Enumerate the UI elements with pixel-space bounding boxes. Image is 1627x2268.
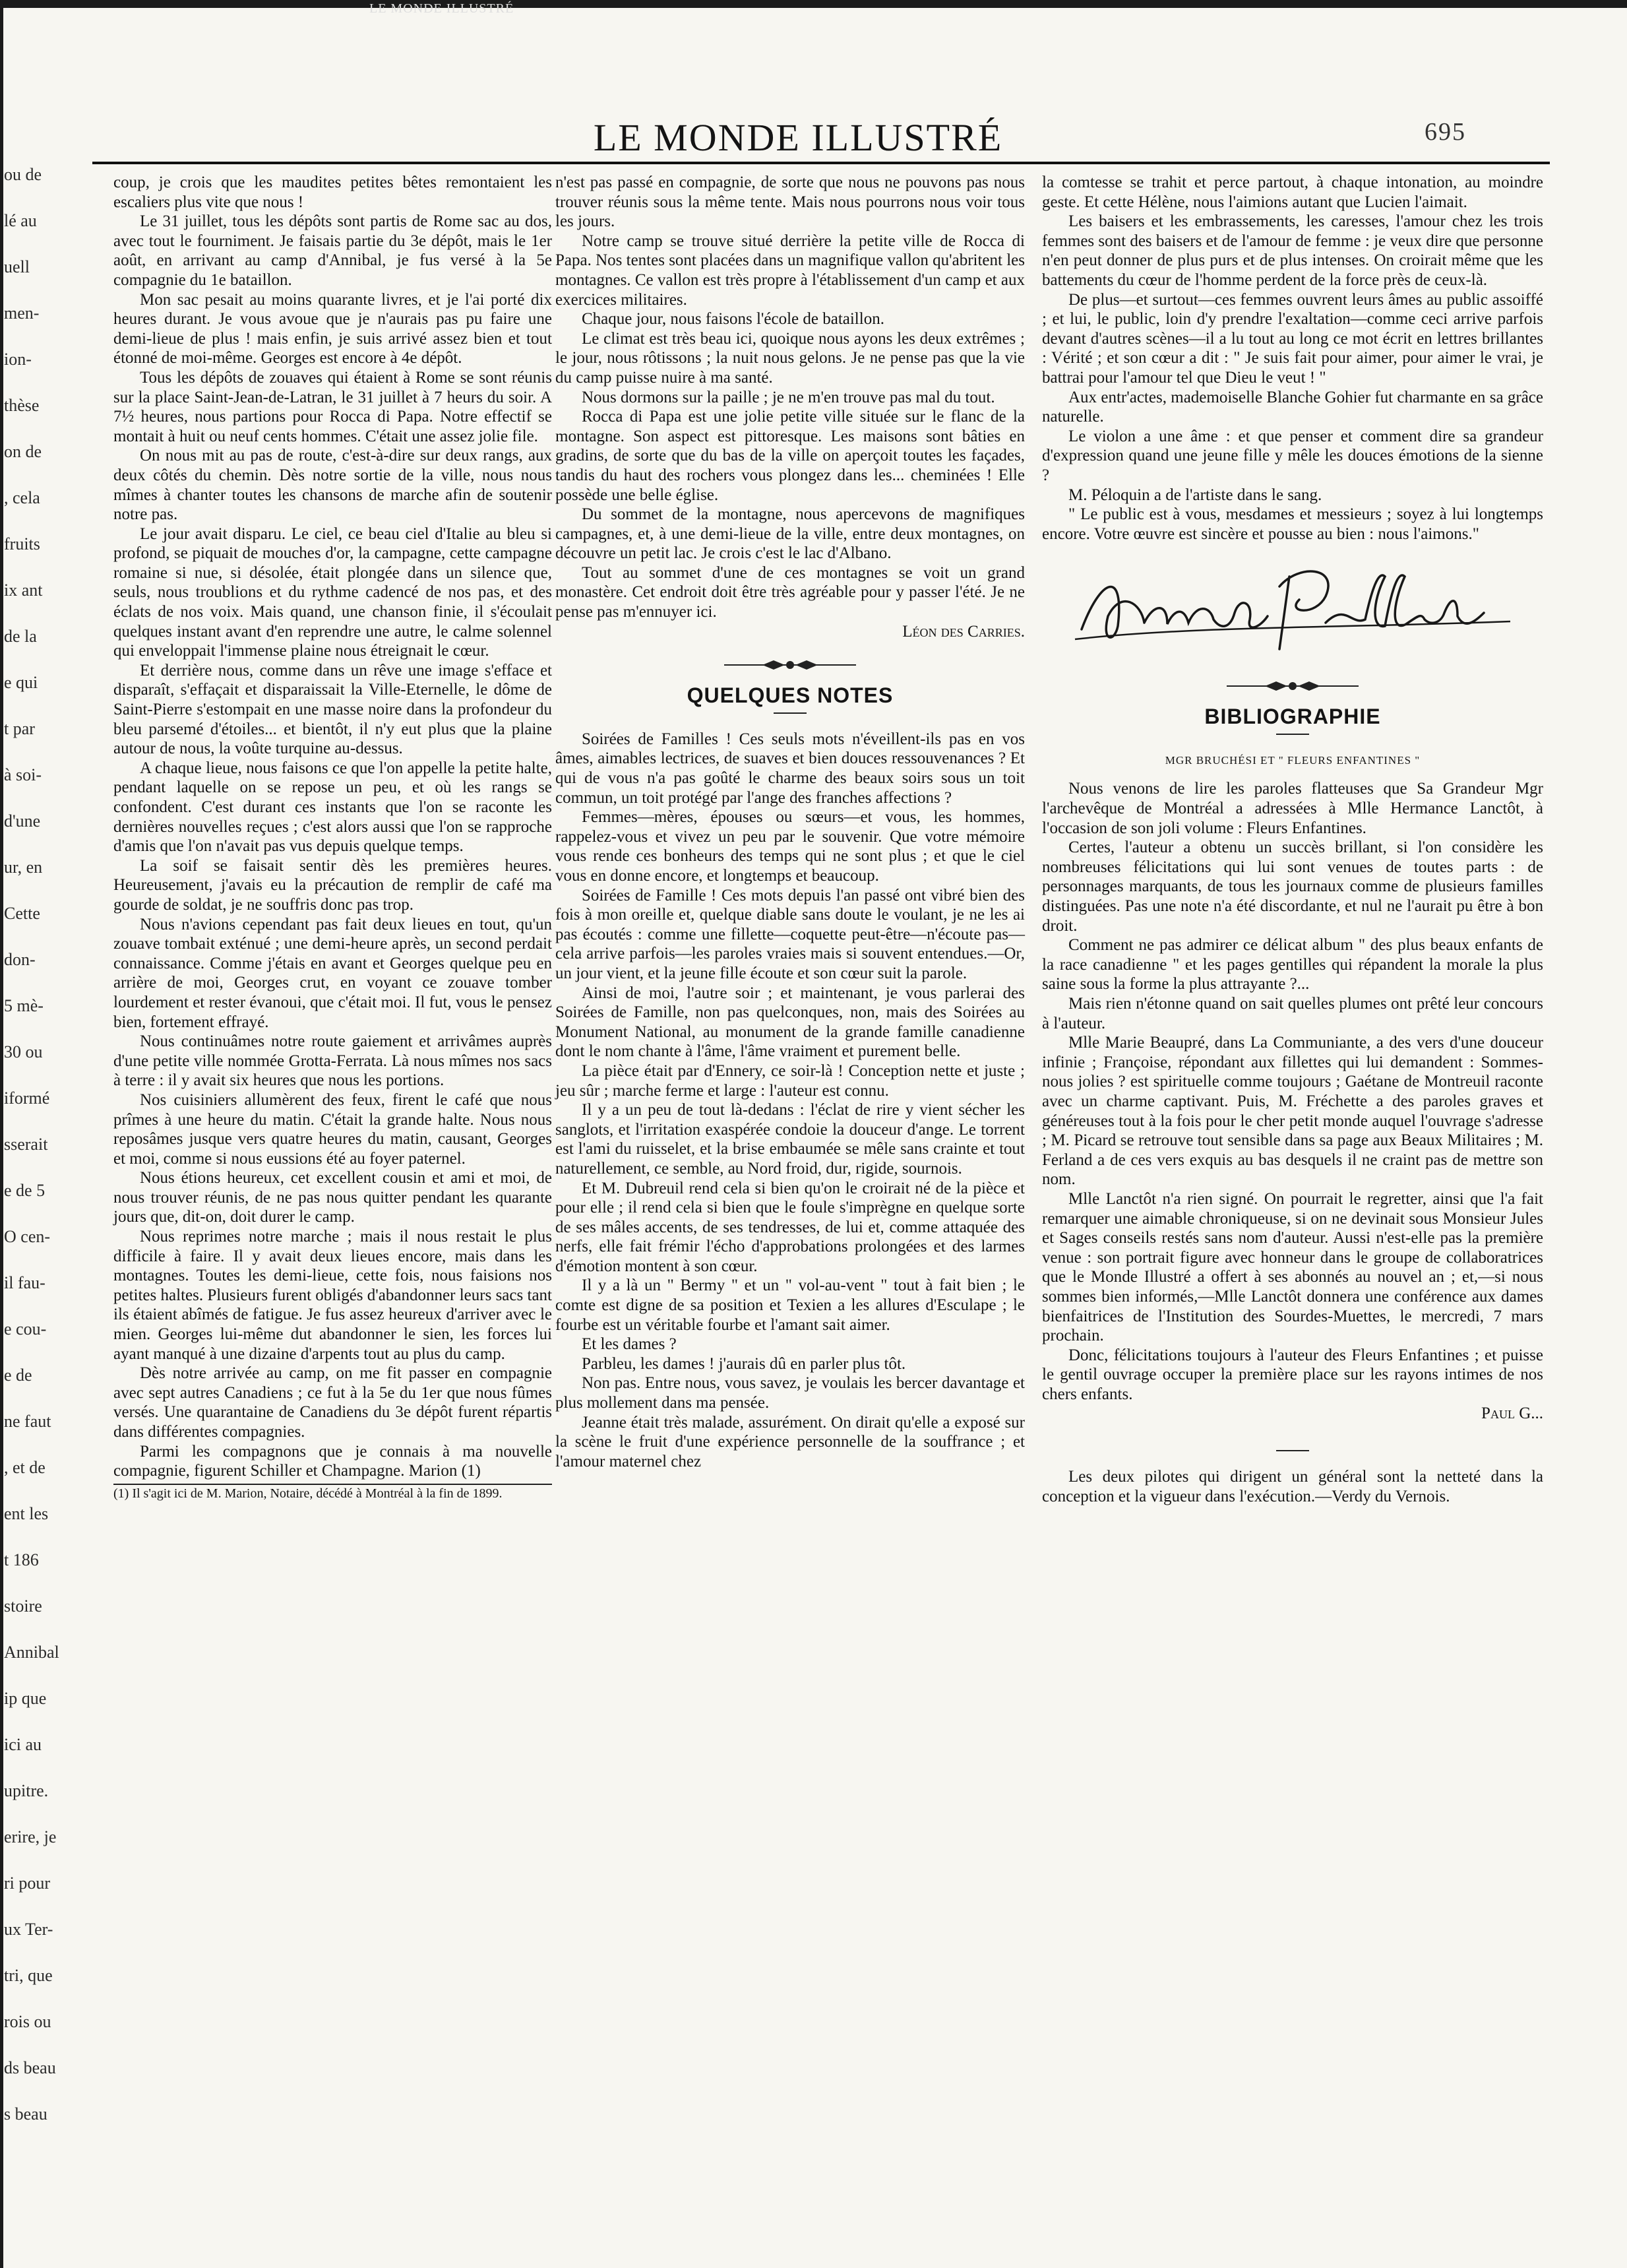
paragraph: Comment ne pas admirer ce délicat album " des plus beaux enfants de la race canadienne " et les pages gentilles qui répandent la morale la plus saine sous la forme la plus attrayante ?... xyxy=(1042,936,1543,993)
paragraph: Rocca di Papa est une jolie petite ville située sur le flanc de la montagne. Son aspect est pittoresque. Les maisons sont bâties en gradins, de sorte que du bas de la ville on aperçoit toutes les façades, tandis du haut des rochers vous plongez dans les... cheminées ! Elle possède une belle église. xyxy=(555,408,1025,504)
edge-fragment: e de 5 xyxy=(4,1181,46,1200)
column-2 xyxy=(555,173,1025,1471)
paragraph: Et les dames ? xyxy=(582,1335,677,1354)
short-divider-3 xyxy=(1276,1450,1309,1451)
edge-fragment: thèse xyxy=(4,396,40,415)
edge-fragment: ur, en xyxy=(4,858,43,877)
paragraph: Le violon a une âme : et que penser et comment dire sa grandeur d'expression quand une jeune fille y mêle les douces émotions de la sienne ? xyxy=(1042,427,1543,484)
paragraph: Soirées de Famille ! Ces mots depuis l'an passé ont vibré bien des fois à mon oreille et, quelque diable sans doute le voulant, je ne les ai pas écoutés : comme une fillette—coquette peut-être—n'écoute pas—cela arrive parfois—les paroles vraies mais si souvent entendues.—Or, un jour vient, et la jeune fille écoute et son cœur suit la parole. xyxy=(555,886,1025,982)
column-3 xyxy=(1042,173,1543,1506)
paragraph: Dès notre arrivée au camp, on me fit passer en compagnie avec sept autres Canadiens ; ce fut à la 5e du 1er que nous fûmes versés. Une quarantaine de Canadiens du 3e dépôt furent répartis dans différentes compagnies. xyxy=(113,1364,552,1441)
edge-fragment: upitre. xyxy=(4,1781,49,1800)
paragraph: Il y a un peu de tout là-dedans : l'éclat de rire y vient sécher les sanglots, et l'irritation exaspérée condoie la douceur d'ange. Le torrent est l'ami du ruisselet, et la brise embaumée se mêle sans crainte et tout naturellement, ce semble, au Nord froid, dur, rigide, sournois. xyxy=(555,1101,1025,1178)
edge-fragment: ent les xyxy=(4,1504,49,1523)
edge-fragment: uell xyxy=(4,257,30,276)
paragraph: Donc, félicitations toujours à l'auteur des Fleurs Enfantines ; et puisse le gentil ouvrage occuper la première place sur les rayons intimes de nos chers enfants. xyxy=(1042,1346,1543,1403)
paragraph: M. Péloquin a de l'artiste dans le sang. xyxy=(1068,486,1322,504)
edge-fragment: don- xyxy=(4,950,36,969)
header-rule xyxy=(92,162,1550,164)
paragraph: Tout au sommet d'une de ces montagnes se voit un grand monastère. Cet endroit doit être très agréable pour y passer l'été. Je ne pense pas m'ennuyer ici. xyxy=(555,563,1025,621)
edge-fragment: ici au xyxy=(4,1735,42,1754)
column-1 xyxy=(113,173,552,1501)
paragraph: Femmes—mères, épouses ou sœurs—et vous, les hommes, rappelez-vous et vivez un peu par le souvenir. Que votre mémoire vous rende ces bonheurs des temps qui ne sont plus ; et que le ciel vous en donne encore, et longtemps et beaucoup. xyxy=(555,808,1025,885)
edge-fragment: de la xyxy=(4,627,37,646)
footnote: (1) Il s'agit ici de M. Marion, Notaire, décédé à Montréal à la fin de 1899. xyxy=(113,1484,552,1501)
edge-fragment: sserait xyxy=(4,1135,48,1154)
edge-fragment: ds beau xyxy=(4,2058,56,2077)
top-border xyxy=(0,0,1627,8)
fleuron-ornament xyxy=(724,656,856,674)
left-edge-fragments xyxy=(0,165,66,2210)
paragraph: Chaque jour, nous faisons l'école de bataillon. xyxy=(582,310,884,329)
edge-fragment: , et de xyxy=(4,1458,46,1477)
paragraph: Mon sac pesait au moins quarante livres, et je l'ai porté dix heures durant. Je vous avoue que je n'aurais pas pu faire une demi-lieue de plus ! mais enfin, je suis arrivé assez bien et tout étonné de moi-même. Georges est encore à 4e dépôt. xyxy=(113,290,552,367)
paragraph: " Le public est à vous, mesdames et messieurs ; soyez à lui longtemps encore. Votre œuvre est sincère et pousse au bien : nous l'aimons." xyxy=(1042,505,1543,543)
edge-fragment: ion- xyxy=(4,350,32,369)
edge-fragment: 30 ou xyxy=(4,1042,43,1061)
paragraph: Jeanne était très malade, assurément. On dirait qu'elle a exposé sur la scène le fruit d'une expérience personnelle de la souffrance ; et l'amour maternel chez xyxy=(555,1413,1025,1470)
bibliography-subheading: MGR BRUCHÉSI ET " FLEURS ENFANTINES " xyxy=(1165,753,1421,767)
edge-fragment: 5 mè- xyxy=(4,996,44,1015)
edge-fragment: Cette xyxy=(4,904,40,923)
edge-fragment: ux Ter- xyxy=(4,1920,53,1939)
edge-fragment: , cela xyxy=(4,488,40,507)
handwritten-signature xyxy=(1062,550,1523,662)
closing-maxim: Les deux pilotes qui dirigent un général sont la netteté dans la conception et la vigueur dans l'exécution.—Verdy du Vernois. xyxy=(1042,1468,1543,1505)
paragraph: Parbleu, les dames ! j'aurais dû en parler plus tôt. xyxy=(582,1354,906,1373)
paragraph: Nous n'avions cependant pas fait deux lieues en tout, qu'un zouave tombait exténué ; une demi-heure après, un second perdait connaissance. Comme j'étais en avant et Georges quelque peu en arrière de moi, Georges crut, en voyant ce zouave tomber lourdement et rester évanoui, que c'était moi. Il fut, vous le pensez bien, fortement effrayé. xyxy=(113,915,552,1031)
top-fragment: LE MONDE ILLUSTRÉ xyxy=(369,1,514,16)
edge-fragment: rois ou xyxy=(4,2012,51,2031)
paragraph: coup, je crois que les maudites petites bêtes remontaient les escaliers plus vite que nous ! xyxy=(113,173,552,211)
edge-fragment: il fau- xyxy=(4,1273,46,1292)
column-3-bibliography-text xyxy=(1042,779,1543,1404)
edge-fragment: men- xyxy=(4,303,40,323)
edge-fragment: à soi- xyxy=(4,765,42,784)
paragraph: Nous reprimes notre marche ; mais il nous restait le plus difficile à faire. Il y avait deux lieues encore, mais dans les montagnes. Toutes les demi-lieue, cette fois, nous faisions nos petites haltes. Plusieurs furent obligés d'abandonner leurs sacs tant ils étaient abîmés de fatigue. Je fus assez heureux d'arriver avec le mien. Georges lui-même dut abandonner le sien, les forces lui ayant manqué à une dizaine d'arpents tout au plus du camp. xyxy=(113,1228,552,1363)
paragraph: Le 31 juillet, tous les dépôts sont partis de Rome sac au dos, avec tout le fourniment. Je faisais partie du 3e dépôt, mais le 1er août, en arrivant au camp d'Annibal, je fus versé à la 5e compagnie du 1e bataillon. xyxy=(113,212,552,289)
paragraph: Nous continuâmes notre route gaiement et arrivâmes auprès d'une petite ville nommée Grotta-Ferrata. Là nous mîmes nos sacs à terre : il y avait six heures que nous les portions. xyxy=(113,1032,552,1090)
edge-fragment: e de xyxy=(4,1366,32,1385)
paragraph: Non pas. Entre nous, vous savez, je voulais les bercer davantage et plus mollement dans ma pensée. xyxy=(555,1374,1025,1412)
edge-fragment: ri pour xyxy=(4,1874,51,1893)
section-title-notes: QUELQUES NOTES xyxy=(687,683,894,708)
paragraph: Le climat est très beau ici, quoique nous ayons les deux extrêmes ; le jour, nous rôtissons ; la nuit nous gelons. Je ne pense pas que la vie du camp puisse nuire à ma santé. xyxy=(555,329,1025,387)
paragraph: Le jour avait disparu. Le ciel, ce beau ciel d'Italie au bleu si profond, se piquait de mouches d'or, la campagne, cette campagne romaine si nue, si désolée, était plongée dans un silence que, seuls, nous troublions et du rythme cadencé de nos pas, et des éclats de nos voix. Mais quand, une chanson finie, il s'écoulait quelques instant avant d'en reprendre une autre, le calme solennel qui enveloppait l'immense plaine nous étreignait le cœur. xyxy=(113,524,552,660)
paragraph: Nous venons de lire les paroles flatteuses que Sa Grandeur Mgr l'archevêque de Montréal a adressées à Mlle Hermance Lanctôt, à l'occasion de son joli volume : Fleurs Enfantines. xyxy=(1042,780,1543,837)
edge-fragment: ne faut xyxy=(4,1412,51,1431)
paragraph: Les baisers et les embrassements, les caresses, l'amour chez les trois femmes sont des baisers et de l'amour de femme : je veux dire que personne n'en peut donner de plus purs et de plus intenses. On croirait même que les battements du cœur de l'homme perdent de la force près de ceux-là. xyxy=(1042,212,1543,289)
edge-fragment: lé au xyxy=(4,211,37,230)
paragraph: Mais rien n'étonne quand on sait quelles plumes ont prêté leur concours à l'auteur. xyxy=(1042,995,1543,1032)
paragraph: Soirées de Familles ! Ces seuls mots n'éveillent-ils pas en vos âmes, aimables lectrices, de suaves et bien douces ressouvenances ? Et qui de vous n'a pas goûté le charme des beaux soirs sous un toit commun, un toit protégé par l'ange des franches affections ? xyxy=(555,730,1025,807)
paragraph: Nous étions heureux, cet excellent cousin et ami et moi, de nous trouver réunis, de ne pas nous quitter pendant les quarante jours que, dit-on, doit durer le camp. xyxy=(113,1169,552,1226)
edge-fragment: iformé xyxy=(4,1088,50,1108)
paragraph: Tous les dépôts de zouaves qui étaient à Rome se sont réunis sur la place Saint-Jean-de-Latran, le 31 juillet à 7 heurs du soir. A 7½ heures, nous partions pour Rocca di Papa. Notre effectif se montait à huit ou neuf cents hommes. C'était une assez jolie file. xyxy=(113,368,552,445)
paragraph: Et derrière nous, comme dans un rêve une image s'efface et disparaît, s'effaçait et disparaissait la Ville-Eternelle, le dôme de Saint-Pierre s'estompait en une masse noire dans la profondeur du bleu parsemé d'étoiles... et bientôt, il n'y eut plus que la plaine autour de nous, la voûte turquine au-dessus. xyxy=(113,661,552,758)
edge-fragment: on de xyxy=(4,442,42,461)
paragraph: n'est pas passé en compagnie, de sorte que nous ne pouvons pas nous trouver réunis sous la même tente. Mais nous pourrons nous voir tous les jours. xyxy=(555,173,1025,231)
edge-fragment: ix ant xyxy=(4,581,43,600)
short-divider-2 xyxy=(1276,734,1309,735)
short-divider xyxy=(774,712,807,714)
edge-fragment: t 186 xyxy=(4,1550,39,1569)
masthead-title: LE MONDE ILLUSTRÉ xyxy=(593,116,1003,159)
paragraph: A chaque lieue, nous faisons ce que l'on appelle la petite halte, pendant laquelle on se repose un peu, et où les rangs se confondent. C'est durant ces instants que l'on se raconte les dernières nouvelles reçues ; c'est alors aussi que l'on se rapproche d'amis que l'on n'avait pas vus depuis quelque temps. xyxy=(113,759,552,856)
edge-fragment: s beau xyxy=(4,2104,47,2124)
paragraph: la comtesse se trahit et perce partout, à chaque intonation, au moindre geste. Et cette Hélène, nous l'aimions autant que Lucien l'aimait. xyxy=(1042,173,1543,211)
edge-fragment: e cou- xyxy=(4,1319,47,1339)
paragraph: On nous mit au pas de route, c'est-à-dire sur deux rangs, aux deux côtés du chemin. Dès notre sortie de la ville, nous nous mîmes à chanter toutes les chansons de marche afin de soutenir notre pas. xyxy=(113,447,552,524)
edge-fragment: O cen- xyxy=(4,1227,51,1246)
section-title-bibliography: BIBLIOGRAPHIE xyxy=(1204,705,1381,729)
bibliography-signature: Paul G... xyxy=(1481,1404,1543,1423)
fleuron-ornament-2 xyxy=(1227,677,1359,695)
letter-signature: Léon des Carries. xyxy=(902,622,1025,641)
paragraph: La soif se faisait sentir dès les premières heures. Heureusement, j'avais eu la précaution de remplir de café ma gourde de soldat, je ne souffris donc pas trop. xyxy=(113,856,552,914)
paragraph: La pièce était par d'Ennery, ce soir-là ! Conception nette et juste ; jeu sûr ; marche ferme et large : l'auteur est connu. xyxy=(555,1061,1025,1100)
paragraph: Il y a là un " Bermy " et un " vol-au-vent " tout à fait bien ; le comte est digne de sa position et Texien a les allures d'Esculape ; le fourbe est un véritable fourbe et l'amant sait aimer. xyxy=(555,1276,1025,1334)
edge-fragment: Annibal xyxy=(4,1643,59,1662)
paragraph: Notre camp se trouve situé derrière la petite ville de Rocca di Papa. Nos tentes sont placées dans un magnifique vallon qu'abritent les montagnes. Ce vallon est très propre à l'établissement d'un camp et aux exercices militaires. xyxy=(555,232,1025,309)
edge-fragment: ou de xyxy=(4,165,42,184)
paragraph: Certes, l'auteur a obtenu un succès brillant, si l'on considère les nombreuses félicitations qui lui sont venues de toutes parts : de personnages marquants, de tous les journaux comme de plusieurs familles distinguées. Pas une note n'a été discordante, et nul ne l'aurait pu être à bon droit. xyxy=(1042,838,1543,935)
edge-fragment: erire, je xyxy=(4,1827,57,1846)
column-2-letter-text xyxy=(555,173,1025,622)
paragraph: Du sommet de la montagne, nous apercevons de magnifiques campagnes, et, à une demi-lieue de la ville, entre deux montagnes, on découvre un petit lac. Je crois c'est le lac d'Albano. xyxy=(555,505,1025,563)
paragraph: Et M. Dubreuil rend cela si bien qu'on le croirait né de la pièce et pour elle ; il rend cela si bien que le foule s'imprègne en quelque sorte de ses mâles accents, de ses tendresses, de lui et, comme attaquée des nerfs, elle fait frémir l'écho d'approbations prolongées et des larmes d'émotion montent à son cœur. xyxy=(555,1179,1025,1275)
edge-fragment: t par xyxy=(4,719,35,738)
page-number: 695 xyxy=(1425,118,1466,146)
column-2-notes-text xyxy=(555,730,1025,1472)
paragraph: Mlle Marie Beaupré, dans La Communiante, a des vers d'une douceur infinie ; Françoise, répondant aux fillettes qui lui demandent : Sommes-nous jolies ? est spirituelle comme toujours ; Gaétane de Montreuil raconte avec un charme captivant. Puis, M. Fréchette a des paroles graves et généreuses tout à la fois pour le cher petit monde auquel l'ouvrage s'adresse ; M. Picard se retrouve tout sensible dans sa page aux Beaux Militaires ; M. Ferland a de ces vers exquis au bas desquels il ne craint pas de mettre son nom. xyxy=(1042,1034,1543,1189)
edge-fragment: tri, que xyxy=(4,1966,53,1985)
edge-fragment: e qui xyxy=(4,673,38,692)
paragraph: Nous dormons sur la paille ; je ne m'en trouve pas mal du tout. xyxy=(582,388,995,406)
paragraph: Ainsi de moi, l'autre soir ; et maintenant, je vous parlerai des Soirées de Famille, non pas quelconques, non, mais des Soirées au Monument National, au monument de la grande famille canadienne dont le nom chante à l'âme, l'âme vraiment et purement belle. xyxy=(555,984,1025,1061)
paragraph: Aux entr'actes, mademoiselle Blanche Gohier fut charmante en sa grâce naturelle. xyxy=(1042,388,1543,426)
paragraph: Mlle Lanctôt n'a rien signé. On pourrait le regretter, ainsi que l'a fait remarquer une aimable chroniqueuse, si on ne devinait sous Monsieur Jules et Sages conseils restés sans nom d'auteur. Aussi n'est-elle pas la première venue : son portrait figure avec honneur dans le groupe de collaboratrices que le Monde Illustré a offert à ses abonnés au nouvel an ; et,—si nous sommes bien informés,—Mlle Lanctôt donnera une conférence aux dames bienfaitrices de l'Institution des Sourdes-Muettes, le mercredi, 7 mars prochain. xyxy=(1042,1189,1543,1345)
column-1-text xyxy=(113,173,552,1481)
paragraph: Nos cuisiniers allumèrent des feux, firent le café que nous prîmes à une heure du matin. C'était la grande halte. Nous nous reposâmes jusque vers quatre heures du matin, causant, Georges et moi, comme si nous eussions été au foyer paternel. xyxy=(113,1090,552,1168)
paragraph: De plus—et surtout—ces femmes ouvrent leurs âmes au public assoiffé ; et lui, le public, loin d'y prendre l'exaltation—comme ceci arrive parfois devant d'autres scènes—il a lu tout au long ce mot écrit en lettres brillantes : Vérité ; et son cœur a dit : " Je suis fait pour aimer, pour aimer le vrai, je battrai pour l'amour tel que Dieu le veut ! " xyxy=(1042,290,1543,387)
edge-fragment: stoire xyxy=(4,1596,42,1616)
edge-fragment: fruits xyxy=(4,534,40,553)
paragraph: Parmi les compagnons que je connais à ma nouvelle compagnie, figurent Schiller et Champagne. Marion (1) xyxy=(113,1442,552,1480)
edge-fragment: d'une xyxy=(4,811,41,831)
edge-fragment: ip que xyxy=(4,1689,47,1708)
column-3-review-text xyxy=(1042,173,1543,544)
